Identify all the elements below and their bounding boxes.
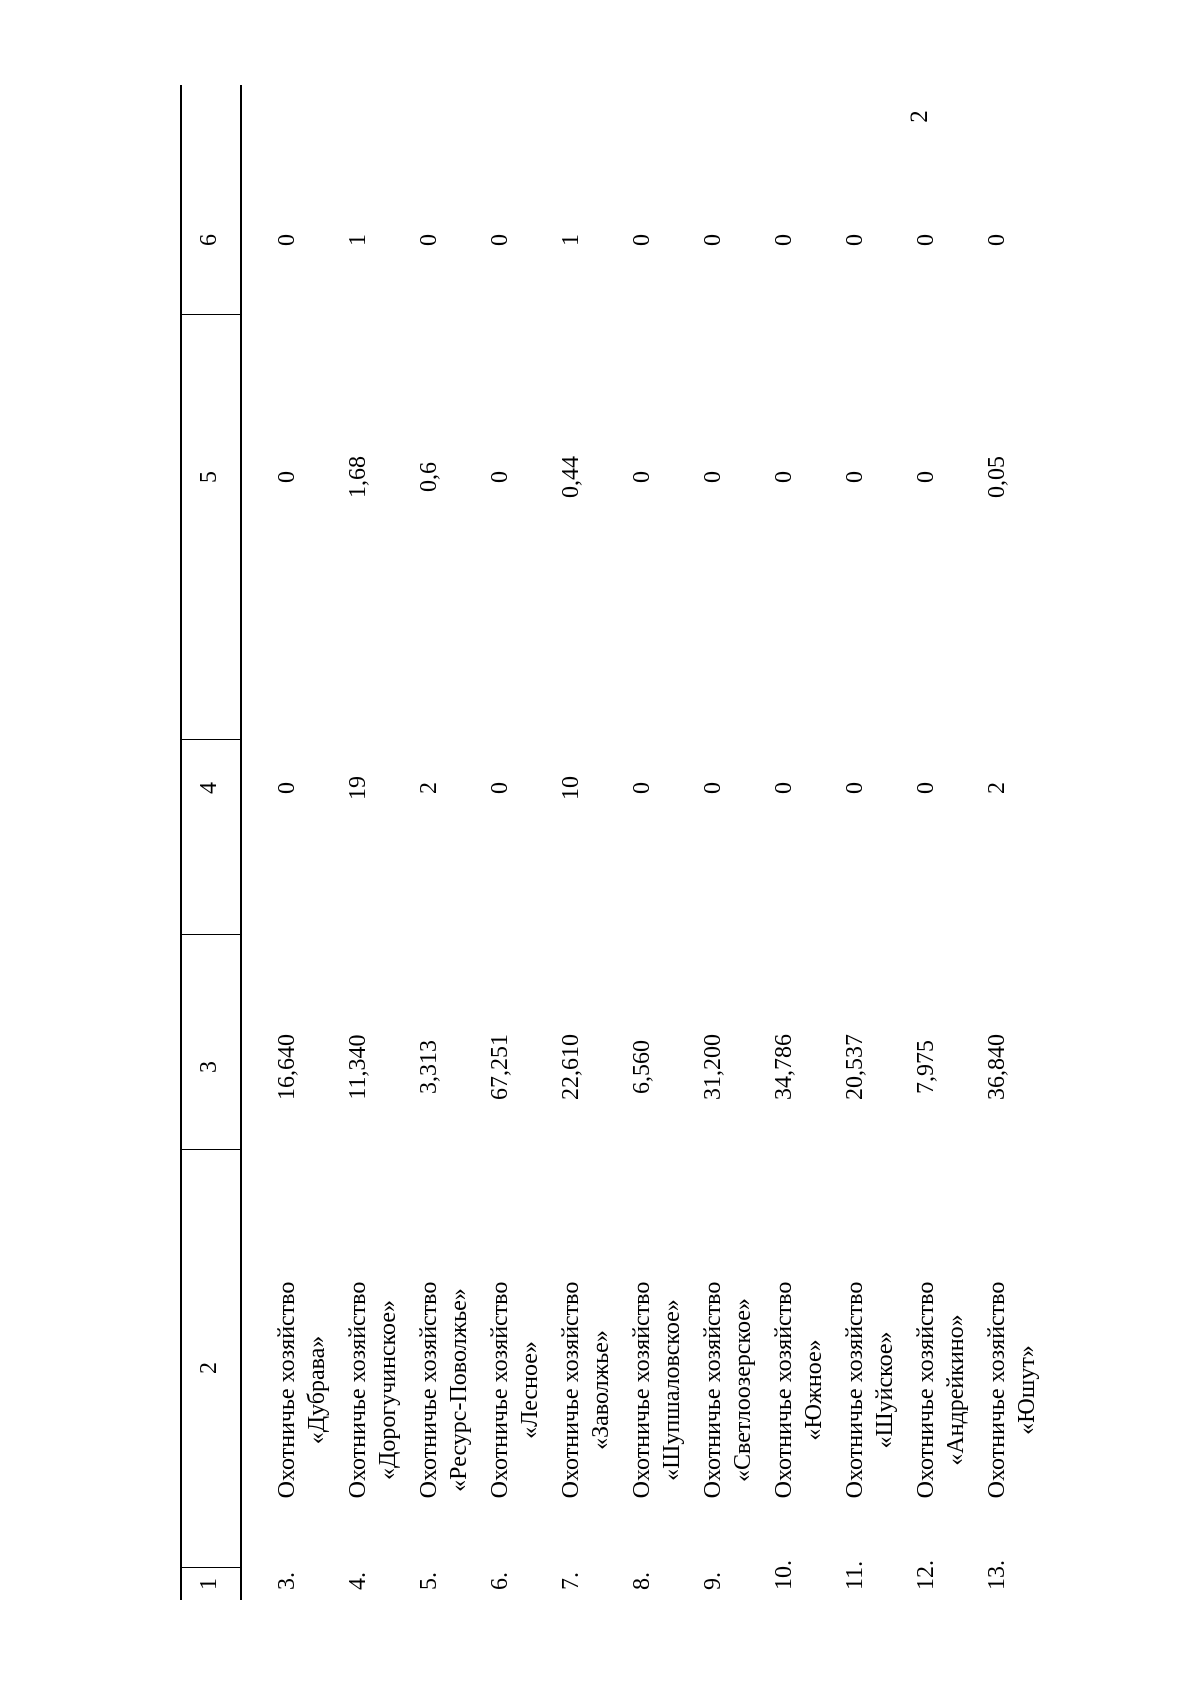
column-header: 4 — [196, 782, 222, 794]
count-value: 10 — [558, 776, 584, 800]
quota-value: 0 — [771, 234, 797, 246]
area-value: 34,786 — [771, 1034, 797, 1100]
row-number: 9. — [700, 1572, 726, 1590]
name-line-title: «Дорогучинское» — [375, 1300, 401, 1481]
count-value: 0 — [913, 782, 939, 794]
rotated-table — [180, 85, 1040, 1600]
row-number: 8. — [629, 1572, 655, 1590]
area-value: 6,560 — [629, 1040, 655, 1094]
density-value: 0 — [771, 471, 797, 483]
count-value: 0 — [700, 782, 726, 794]
name-line-title: «Лесное» — [517, 1341, 543, 1439]
count-value: 0 — [487, 782, 513, 794]
name-line-type: Охотничье хозяйство — [913, 1281, 939, 1499]
table-row — [343, 85, 409, 1600]
column-header: 3 — [196, 1061, 222, 1073]
area-value: 36,840 — [984, 1034, 1010, 1100]
row-number: 7. — [558, 1572, 584, 1590]
name-line-title: «Шупшаловское» — [659, 1299, 685, 1481]
density-value: 0 — [700, 471, 726, 483]
name-line-title: «Дубрава» — [304, 1335, 330, 1445]
count-value: 0 — [842, 782, 868, 794]
quota-value: 0 — [913, 234, 939, 246]
density-value: 0,44 — [558, 456, 584, 498]
area-value: 22,610 — [558, 1034, 584, 1100]
name-line-type: Охотничье хозяйство — [984, 1281, 1010, 1499]
quota-value: 0 — [629, 234, 655, 246]
table-row — [840, 85, 906, 1600]
quota-value: 0 — [842, 234, 868, 246]
table-row — [698, 85, 764, 1600]
area-value: 16,640 — [274, 1034, 300, 1100]
name-line-type: Охотничье хозяйство — [558, 1281, 584, 1499]
count-value: 0 — [629, 782, 655, 794]
name-line-title: «Юшут» — [1014, 1345, 1040, 1435]
header-divider — [180, 1567, 242, 1568]
quota-value: 0 — [984, 234, 1010, 246]
hunting-farm-name — [911, 1240, 971, 1540]
name-line-title: «Андрейкино» — [943, 1314, 969, 1466]
table-row — [982, 85, 1048, 1600]
row-number: 10. — [771, 1560, 797, 1590]
name-line-type: Охотничье хозяйство — [700, 1281, 726, 1499]
hunting-farm-name — [485, 1240, 545, 1540]
table-row — [769, 85, 835, 1600]
area-value: 3,313 — [416, 1040, 442, 1094]
row-number: 5. — [416, 1572, 442, 1590]
name-line-title: «Заволжье» — [588, 1330, 614, 1450]
table-row — [485, 85, 551, 1600]
name-line-title: «Светлоозерское» — [730, 1298, 756, 1482]
area-value: 11,340 — [345, 1034, 371, 1100]
table-row — [627, 85, 693, 1600]
table-row — [911, 85, 977, 1600]
name-line-title: «Ресурс-Поволжье» — [446, 1288, 472, 1492]
table-row — [272, 85, 338, 1600]
density-value: 0,6 — [416, 462, 442, 492]
density-value: 0 — [913, 471, 939, 483]
name-line-type: Охотничье хозяйство — [842, 1281, 868, 1499]
hunting-farm-name — [343, 1240, 403, 1540]
area-value: 7,975 — [913, 1040, 939, 1094]
area-value: 31,200 — [700, 1034, 726, 1100]
quota-value: 0 — [487, 234, 513, 246]
hunting-farm-name — [414, 1240, 474, 1540]
name-line-type: Охотничье хозяйство — [345, 1281, 371, 1499]
header-top-rule — [180, 85, 182, 1600]
header-bottom-rule — [240, 85, 242, 1600]
row-number: 3. — [274, 1572, 300, 1590]
column-header: 6 — [196, 234, 222, 246]
hunting-farm-name — [982, 1240, 1042, 1540]
area-value: 67,251 — [487, 1034, 513, 1100]
count-value: 0 — [274, 782, 300, 794]
row-number: 4. — [345, 1572, 371, 1590]
count-value: 19 — [345, 776, 371, 800]
row-number: 11. — [842, 1560, 868, 1590]
density-value: 0,05 — [984, 456, 1010, 498]
count-value: 2 — [416, 782, 442, 794]
hunting-farm-name — [556, 1240, 616, 1540]
name-line-title: «Южное» — [801, 1339, 827, 1441]
hunting-farm-name — [698, 1240, 758, 1540]
quota-value: 0 — [274, 234, 300, 246]
name-line-type: Охотничье хозяйство — [274, 1281, 300, 1499]
row-number: 13. — [984, 1560, 1010, 1590]
header-divider — [180, 1149, 242, 1150]
count-value: 0 — [771, 782, 797, 794]
area-value: 20,537 — [842, 1034, 868, 1100]
density-value: 1,68 — [345, 456, 371, 498]
column-header: 2 — [196, 1362, 222, 1374]
quota-value: 0 — [416, 234, 442, 246]
row-number: 6. — [487, 1572, 513, 1590]
column-header: 5 — [196, 471, 222, 483]
quota-value: 1 — [558, 234, 584, 246]
table-row — [414, 85, 480, 1600]
density-value: 0 — [274, 471, 300, 483]
hunting-farm-name — [769, 1240, 829, 1540]
hunting-farm-name — [272, 1240, 332, 1540]
name-line-type: Охотничье хозяйство — [416, 1281, 442, 1499]
name-line-type: Охотничье хозяйство — [629, 1281, 655, 1499]
name-line-title: «Шуйское» — [872, 1331, 898, 1449]
name-line-type: Охотничье хозяйство — [771, 1281, 797, 1499]
hunting-farm-name — [627, 1240, 687, 1540]
page-number: 2 — [905, 110, 933, 123]
density-value: 0 — [629, 471, 655, 483]
header-divider — [180, 739, 242, 740]
header-divider — [180, 314, 242, 315]
name-line-type: Охотничье хозяйство — [487, 1281, 513, 1499]
header-divider — [180, 934, 242, 935]
hunting-farm-name — [840, 1240, 900, 1540]
table-row — [556, 85, 622, 1600]
density-value: 0 — [842, 471, 868, 483]
quota-value: 0 — [700, 234, 726, 246]
quota-value: 1 — [345, 234, 371, 246]
column-header: 1 — [196, 1578, 222, 1590]
count-value: 2 — [984, 782, 1010, 794]
row-number: 12. — [913, 1560, 939, 1590]
density-value: 0 — [487, 471, 513, 483]
